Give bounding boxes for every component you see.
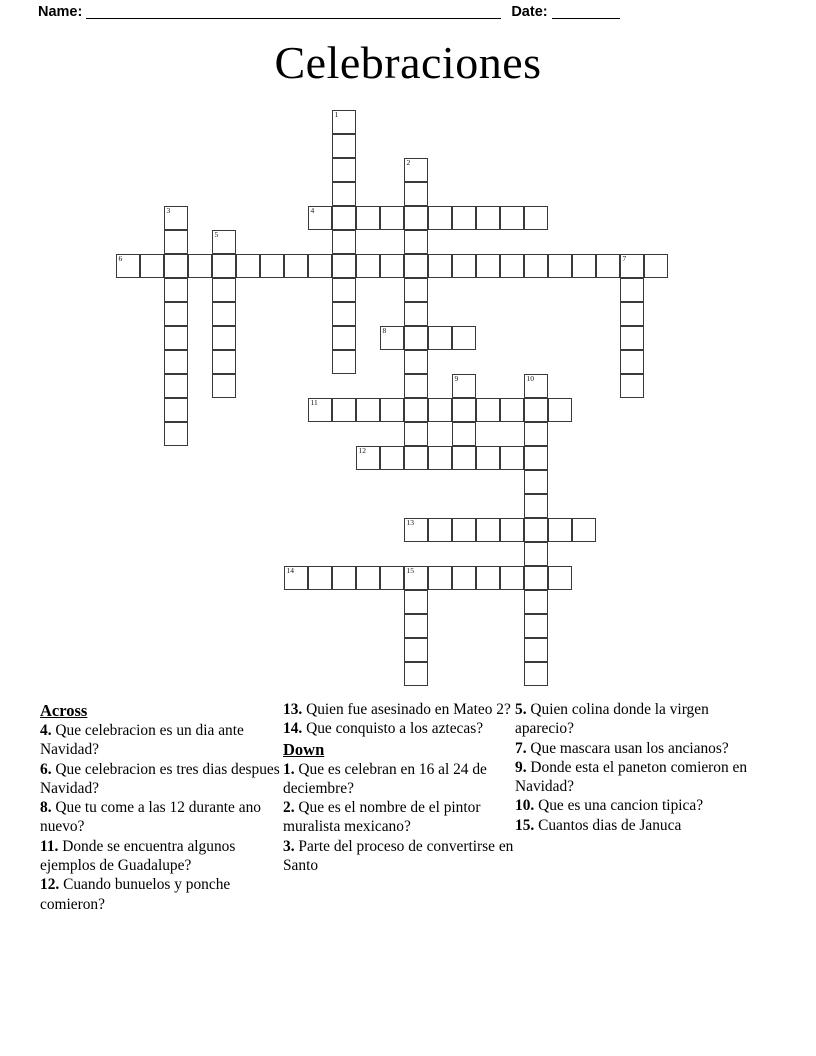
grid-cell[interactable] [548, 398, 572, 422]
grid-cell[interactable] [404, 254, 428, 278]
grid-cell[interactable] [380, 206, 404, 230]
grid-cell[interactable] [308, 254, 332, 278]
grid-cell[interactable] [404, 278, 428, 302]
grid-cell[interactable] [188, 254, 212, 278]
grid-cell[interactable] [308, 206, 332, 230]
grid-cell[interactable] [620, 374, 644, 398]
clue-text: Que celebracion es tres dias despues Navidad? [40, 760, 280, 797]
grid-cell[interactable] [212, 326, 236, 350]
clue-item [283, 760, 515, 799]
grid-cell[interactable] [212, 374, 236, 398]
grid-cell-number: 14 [286, 566, 294, 575]
name-label: Name: [38, 4, 83, 20]
clue-item [283, 837, 515, 876]
grid-cell[interactable] [164, 230, 188, 254]
grid-cell[interactable] [500, 398, 524, 422]
grid-cell[interactable] [524, 566, 548, 590]
clue-number: 8. [40, 799, 52, 817]
grid-cell[interactable] [356, 206, 380, 230]
clue-text: Que celebracion es un dia ante Navidad? [40, 722, 244, 759]
clue-text: Quien fue asesinado en Mateo 2? [302, 701, 511, 718]
grid-cell[interactable] [332, 182, 356, 206]
grid-cell[interactable] [236, 254, 260, 278]
grid-cell[interactable] [404, 590, 428, 614]
grid-cell[interactable] [404, 614, 428, 638]
grid-cell[interactable] [524, 518, 548, 542]
clue-item [515, 739, 755, 758]
grid-cell[interactable] [164, 422, 188, 446]
grid-cell[interactable] [452, 374, 476, 398]
clue-number: 14. [283, 720, 303, 738]
clue-number: 3. [283, 837, 295, 855]
grid-cell[interactable] [332, 134, 356, 158]
grid-cell[interactable] [620, 254, 644, 278]
grid-cell[interactable] [452, 422, 476, 446]
grid-cell[interactable] [212, 278, 236, 302]
clue-number: 9. [515, 758, 527, 776]
grid-cell[interactable] [428, 326, 452, 350]
grid-cell[interactable] [548, 254, 572, 278]
grid-cell-number: 10 [526, 374, 534, 383]
grid-cell[interactable] [164, 326, 188, 350]
grid-cell[interactable] [452, 566, 476, 590]
grid-cell-number: 5 [214, 230, 219, 239]
grid-cell[interactable] [164, 398, 188, 422]
grid-cell[interactable] [524, 374, 548, 398]
clue-item [40, 837, 283, 876]
grid-cell[interactable] [332, 398, 356, 422]
clue-text: Que tu come a las 12 durante ano nuevo? [40, 799, 261, 836]
grid-cell[interactable] [356, 398, 380, 422]
grid-cell[interactable] [164, 302, 188, 326]
grid-cell[interactable] [572, 254, 596, 278]
grid-cell[interactable] [260, 254, 284, 278]
grid-cell[interactable] [284, 566, 308, 590]
grid-cell[interactable] [404, 446, 428, 470]
grid-cell[interactable] [572, 518, 596, 542]
grid-cell[interactable] [452, 518, 476, 542]
grid-cell[interactable] [548, 566, 572, 590]
grid-cell[interactable] [212, 350, 236, 374]
grid-cell[interactable] [500, 206, 524, 230]
clue-number: 1. [283, 760, 295, 778]
grid-cell[interactable] [404, 374, 428, 398]
grid-cell[interactable] [356, 254, 380, 278]
grid-cell[interactable] [524, 206, 548, 230]
clue-item [515, 796, 755, 815]
clue-item [40, 875, 283, 914]
grid-cell-number: 15 [406, 566, 414, 575]
grid-cell[interactable] [428, 254, 452, 278]
grid-cell[interactable] [476, 398, 500, 422]
grid-cell[interactable] [524, 470, 548, 494]
grid-cell[interactable] [332, 566, 356, 590]
clue-number: 2. [283, 799, 295, 817]
grid-cell[interactable] [404, 422, 428, 446]
grid-cell[interactable] [452, 446, 476, 470]
grid-cell[interactable] [428, 518, 452, 542]
grid-cell[interactable] [524, 494, 548, 518]
clue-number: 15. [515, 816, 535, 834]
clue-text: Quien colina donde la virgen aparecio? [515, 701, 709, 738]
grid-cell[interactable] [212, 230, 236, 254]
grid-cell[interactable] [380, 254, 404, 278]
grid-cell[interactable] [380, 326, 404, 350]
down-heading: Down [283, 739, 325, 759]
clue-lists [0, 700, 816, 1000]
grid-cell[interactable] [524, 590, 548, 614]
grid-cell[interactable] [476, 566, 500, 590]
grid-cell[interactable] [476, 446, 500, 470]
clue-text: Cuantos dias de Januca [534, 816, 682, 834]
clue-column-left [40, 700, 283, 914]
grid-cell[interactable] [524, 422, 548, 446]
clue-item [40, 721, 283, 760]
clue-item [515, 816, 755, 835]
grid-cell[interactable] [404, 638, 428, 662]
grid-cell[interactable] [164, 374, 188, 398]
grid-cell[interactable] [404, 566, 428, 590]
clue-item [515, 758, 755, 797]
grid-cell[interactable] [476, 254, 500, 278]
grid-cell[interactable] [332, 302, 356, 326]
grid-cell[interactable] [452, 254, 476, 278]
grid-cell[interactable] [404, 518, 428, 542]
grid-cell[interactable] [548, 518, 572, 542]
grid-cell[interactable] [380, 398, 404, 422]
grid-cell[interactable] [524, 662, 548, 686]
clue-number: 10. [515, 797, 535, 815]
grid-cell[interactable] [620, 350, 644, 374]
clue-number: 5. [515, 701, 527, 718]
grid-cell-number: 7 [622, 254, 627, 263]
grid-cell[interactable] [452, 326, 476, 350]
grid-cell[interactable] [332, 254, 356, 278]
clue-text: Que es una cancion tipica? [534, 797, 704, 815]
clue-number: 7. [515, 739, 527, 757]
grid-cell[interactable] [380, 566, 404, 590]
grid-cell[interactable] [332, 350, 356, 374]
grid-cell[interactable] [164, 278, 188, 302]
grid-cell[interactable] [332, 158, 356, 182]
grid-cell-number: 8 [382, 326, 387, 335]
clue-item [283, 700, 515, 719]
grid-cell[interactable] [476, 206, 500, 230]
grid-cell[interactable] [524, 638, 548, 662]
clue-column-middle [283, 700, 515, 875]
grid-cell[interactable] [404, 398, 428, 422]
grid-cell[interactable] [452, 206, 476, 230]
grid-cell[interactable] [116, 254, 140, 278]
grid-cell[interactable] [500, 446, 524, 470]
grid-cell[interactable] [524, 398, 548, 422]
grid-cell-number: 9 [454, 374, 459, 383]
clue-number: 11. [40, 837, 59, 855]
grid-cell-number: 6 [118, 254, 123, 263]
grid-cell[interactable] [524, 614, 548, 638]
grid-cell[interactable] [140, 254, 164, 278]
grid-cell[interactable] [308, 398, 332, 422]
grid-cell-number: 13 [406, 518, 414, 527]
grid-cell-number: 11 [310, 398, 318, 407]
grid-cell[interactable] [404, 326, 428, 350]
grid-cell[interactable] [332, 326, 356, 350]
clue-text: Que es el nombre de el pintor muralista mexicano? [283, 799, 481, 836]
clue-item [40, 798, 283, 837]
grid-cell[interactable] [524, 446, 548, 470]
clue-text: Que conquisto a los aztecas? [302, 720, 484, 738]
grid-cell[interactable] [404, 662, 428, 686]
grid-cell[interactable] [428, 398, 452, 422]
clue-text: Donde se encuentra algunos ejemplos de Guadalupe? [40, 837, 236, 875]
grid-cell[interactable] [332, 206, 356, 230]
grid-cell[interactable] [404, 158, 428, 182]
grid-cell[interactable] [332, 230, 356, 254]
grid-cell[interactable] [596, 254, 620, 278]
grid-cell[interactable] [164, 350, 188, 374]
clue-text: Donde esta el paneton comieron en Navidad? [515, 758, 748, 796]
grid-cell[interactable] [500, 566, 524, 590]
clue-item [283, 719, 515, 738]
clue-item [40, 760, 283, 799]
grid-cell[interactable] [356, 566, 380, 590]
grid-cell-number: 12 [358, 446, 366, 455]
clue-text: Parte del proceso de convertirse en Santo [283, 837, 514, 875]
grid-cell[interactable] [212, 254, 236, 278]
grid-cell[interactable] [644, 254, 668, 278]
grid-cell[interactable] [404, 302, 428, 326]
grid-cell[interactable] [524, 542, 548, 566]
clue-number: 12. [40, 876, 60, 894]
grid-cell[interactable] [404, 350, 428, 374]
page-title: Celebraciones [274, 37, 542, 88]
grid-cell[interactable] [164, 206, 188, 230]
grid-cell[interactable] [308, 566, 332, 590]
clue-item [515, 700, 755, 739]
clue-text: Cuando bunuelos y ponche comieron? [40, 876, 231, 913]
clue-number: 6. [40, 760, 52, 778]
across-heading: Across [40, 701, 88, 720]
grid-cell[interactable] [380, 446, 404, 470]
grid-cell[interactable] [500, 254, 524, 278]
grid-cell-number: 1 [334, 110, 339, 119]
grid-cell[interactable] [428, 446, 452, 470]
grid-cell[interactable] [164, 254, 188, 278]
grid-cell[interactable] [620, 326, 644, 350]
grid-cell[interactable] [404, 206, 428, 230]
clue-text: Que es celebran en 16 al 24 de deciembre? [283, 760, 487, 797]
grid-cell[interactable] [452, 398, 476, 422]
grid-cell[interactable] [356, 446, 380, 470]
clue-number: 4. [40, 722, 52, 739]
grid-cell[interactable] [476, 518, 500, 542]
grid-cell[interactable] [620, 302, 644, 326]
grid-cell-number: 2 [406, 158, 411, 167]
grid-cell[interactable] [620, 278, 644, 302]
grid-cell[interactable] [524, 254, 548, 278]
clue-column-right [515, 700, 755, 835]
grid-cell-number: 4 [310, 206, 315, 215]
clue-number: 13. [283, 701, 303, 718]
grid-cell[interactable] [332, 110, 356, 134]
grid-cell[interactable] [428, 566, 452, 590]
grid-cell[interactable] [500, 518, 524, 542]
grid-cell[interactable] [284, 254, 308, 278]
grid-cell[interactable] [332, 278, 356, 302]
grid-cell-number: 3 [166, 206, 171, 215]
grid-cell[interactable] [212, 302, 236, 326]
grid-cell[interactable] [428, 206, 452, 230]
grid-cell[interactable] [404, 230, 428, 254]
clue-item [283, 798, 515, 837]
date-label: Date: [511, 4, 548, 20]
grid-cell[interactable] [404, 182, 428, 206]
clue-text: Que mascara usan los ancianos? [526, 739, 729, 757]
